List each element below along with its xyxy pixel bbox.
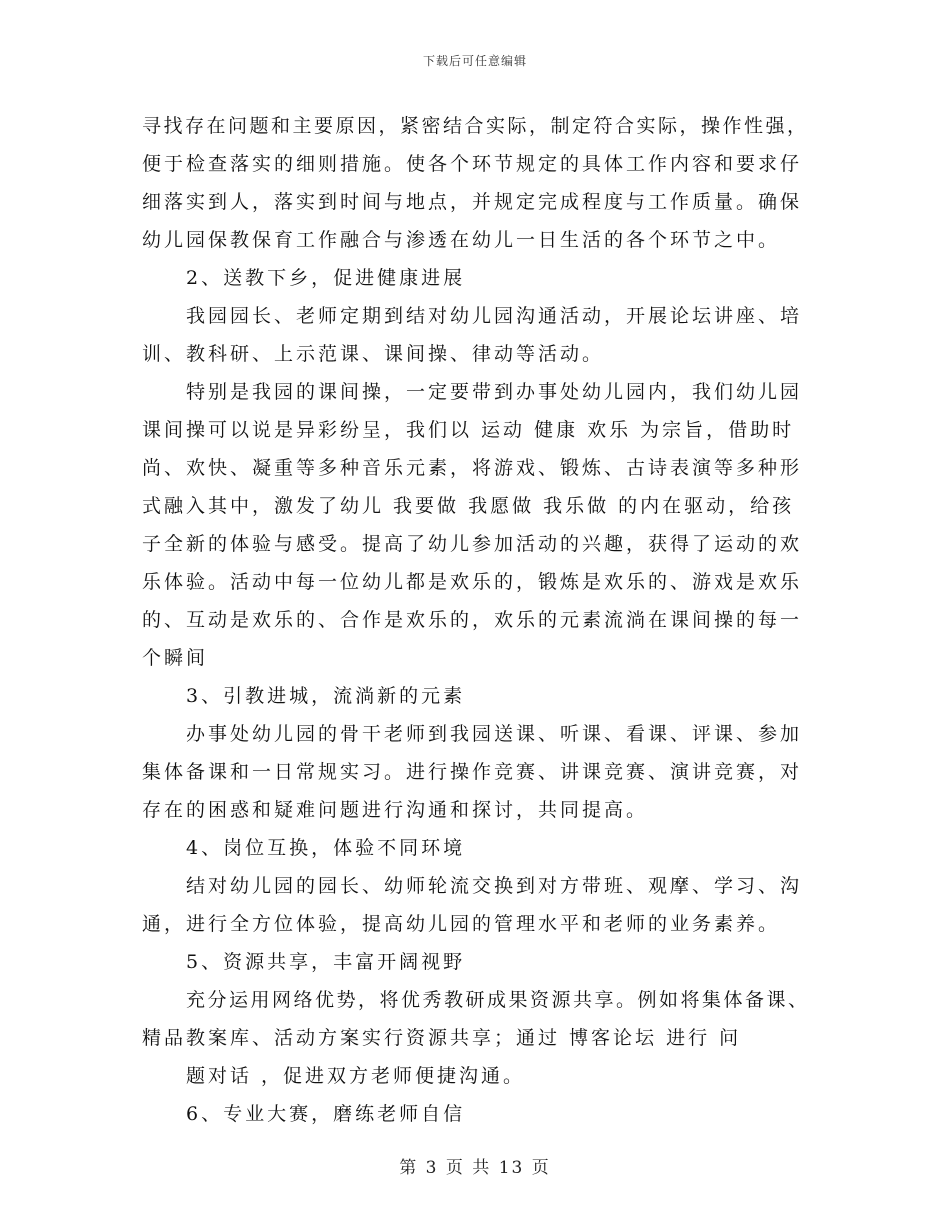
text-line: 题对话 ，促进双方老师便捷沟通。 — [186, 1065, 526, 1087]
text-line: 特别是我园的课间操，一定要带到办事处幼儿园内，我们幼儿园 — [186, 381, 803, 403]
text-line: 课间操可以说是异彩纷呈，我们以 运动 健康 欢乐 为宗旨，借助时 — [142, 419, 795, 441]
text-line: 结对幼儿园的园长、幼师轮流交换到对方带班、观摩、学习、沟 — [186, 875, 803, 897]
text-line: 细落实到人，落实到时间与地点，并规定完成程度与工作质量。确保 — [142, 191, 803, 213]
text-line: 的、互动是欢乐的、合作是欢乐的，欢乐的元素流淌在课间操的每一 — [142, 609, 803, 631]
section-heading: 5、资源共享，丰富开阔视野 — [186, 951, 466, 973]
text-line: 尚、欢快、凝重等多种音乐元素，将游戏、锻炼、古诗表演等多种形 — [142, 457, 803, 479]
text-line: 存在的困惑和疑难问题进行沟通和探讨，共同提高。 — [142, 799, 649, 821]
text-line: 寻找存在问题和主要原因，紧密结合实际，制定符合实际，操作性强， — [142, 115, 809, 137]
text-line: 个瞬间 — [142, 647, 209, 669]
text-line: 式融入其中，激发了幼儿 我要做 我愿做 我乐做 的内在驱动，给孩 — [142, 495, 795, 517]
text-line: 精品教案库、活动方案实行资源共享；通过 博客论坛 进行 问 — [142, 1027, 742, 1049]
text-line: 通，进行全方位体验，提高幼儿园的管理水平和老师的业务素养。 — [142, 913, 781, 935]
text-line: 办事处幼儿园的骨干老师到我园送课、听课、看课、评课、参加 — [186, 723, 803, 745]
text-line: 幼儿园保教保育工作融合与渗透在幼儿一日生活的各个环节之中。 — [142, 229, 781, 251]
section-heading: 4、岗位互换，体验不同环境 — [186, 837, 466, 859]
section-heading: 6、专业大赛，磨练老师自信 — [186, 1103, 466, 1125]
page-number: 第 3 页 共 13 页 — [399, 1158, 551, 1178]
text-line: 我园园长、老师定期到结对幼儿园沟通活动，开展论坛讲座、培 — [186, 305, 803, 327]
text-line: 训、教科研、上示范课、课间操、律动等活动。 — [142, 343, 605, 365]
text-line: 乐体验。活动中每一位幼儿都是欢乐的，锻炼是欢乐的、游戏是欢乐 — [142, 571, 803, 593]
text-line: 充分运用网络优势，将优秀教研成果资源共享。例如将集体备课、 — [186, 989, 810, 1011]
text-line: 子全新的体验与感受。提高了幼儿参加活动的兴趣，获得了运动的欢 — [142, 533, 803, 555]
text-line: 便于检查落实的细则措施。使各个环节规定的具体工作内容和要求仔 — [142, 153, 803, 175]
document-body — [142, 107, 810, 1133]
section-heading: 3、引教进城，流淌新的元素 — [186, 685, 466, 707]
text-line: 集体备课和一日常规实习。进行操作竞赛、讲课竞赛、演讲竞赛，对 — [142, 761, 803, 783]
section-heading: 2、送教下乡，促进健康进展 — [186, 267, 466, 289]
page-header: 下载后可任意编辑 — [422, 54, 527, 68]
